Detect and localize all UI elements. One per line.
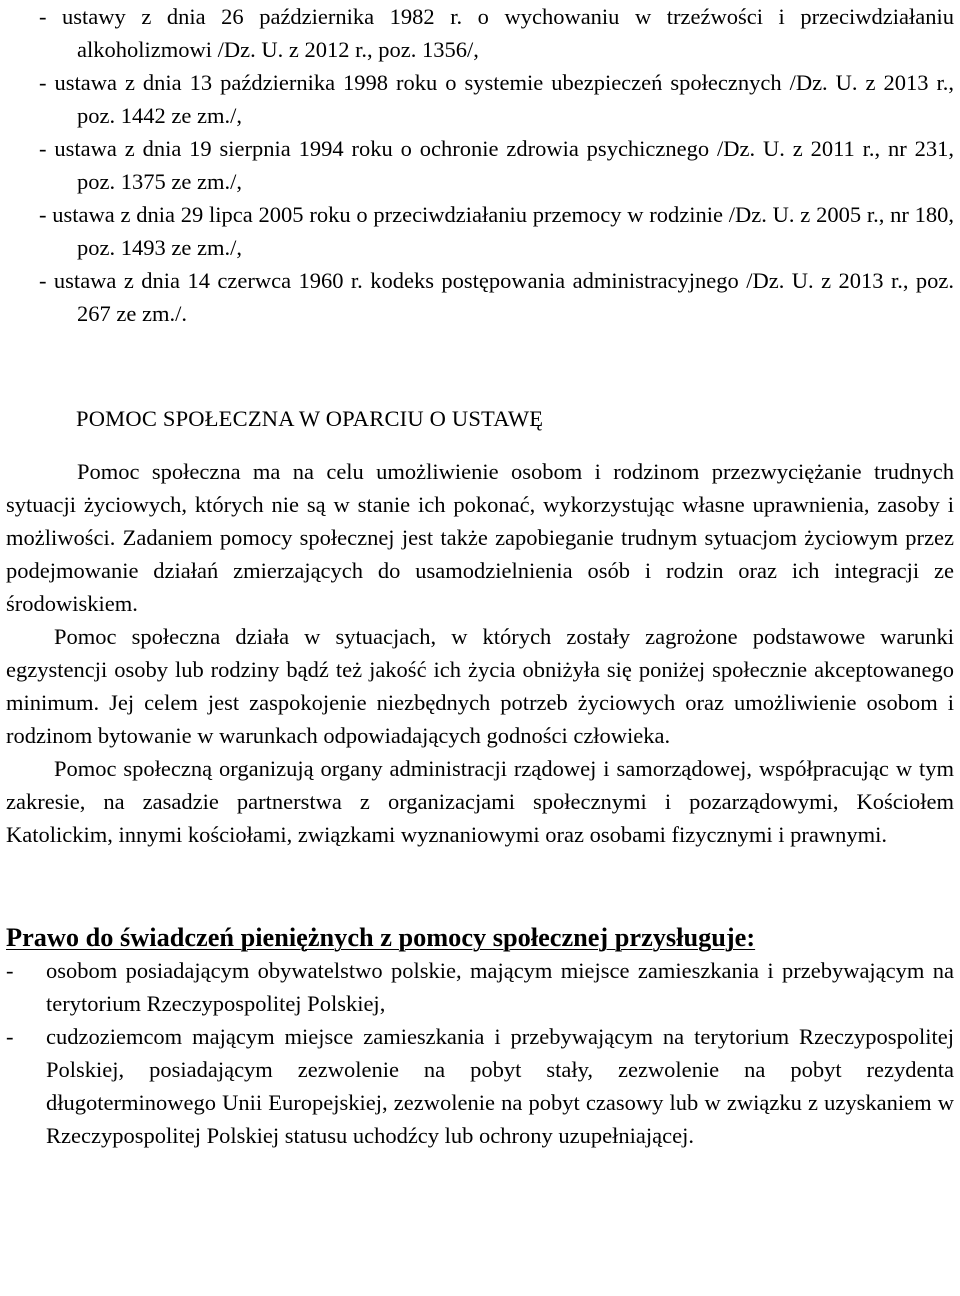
- list-dash: -: [6, 1024, 14, 1049]
- spacer: [6, 330, 954, 402]
- paragraph: Pomoc społeczna ma na celu umożliwienie osobom i rodzinom przezwyciężanie trudnych sytuacji życiowych, których nie są w stanie ich pokonać, wykorzystując własne uprawnienia, zasoby i możliwości. Zadaniem pomocy społecznej jest także zapobieganie trudnym sytuacjom życiowym przez podejmowanie działań zmierzających do usamodzielnienia osób i rodzin oraz ich integracji ze środowiskiem.: [6, 459, 954, 616]
- entitlement-list: [6, 954, 954, 1152]
- law-item: - ustawa z dnia 29 lipca 2005 roku o przeciwdziałaniu przemocy w rodzinie /Dz. U. z 2005 r., nr 180, poz. 1493 ze zm./,: [39, 202, 954, 260]
- paragraph: Pomoc społeczna działa w sytuacjach, w których zostały zagrożone podstawowe warunki egzystencji osoby lub rodziny bądź też jakość ich życia obniżyła się poniżej społecznie akceptowanego minimum. Jej celem jest zaspokojenie niezbędnych potrzeb życiowych oraz umożliwienie osobom i rodzinom bytowanie w warunkach odpowiadających godności człowieka.: [6, 624, 954, 748]
- list-item: [6, 954, 954, 1020]
- spacer: [6, 851, 954, 921]
- paragraph: Pomoc społeczną organizują organy administracji rządowej i samorządowej, współpracując w tym zakresie, na zasadzie partnerstwa z organizacjami społecznymi i pozarządowymi, Kościołem Katolickim, innymi kościołami, związkami wyznaniowymi oraz osobami fizycznymi i prawnymi.: [6, 756, 954, 847]
- law-item: - ustawa z dnia 13 października 1998 roku o systemie ubezpieczeń społecznych /Dz. U. z 2013 r., poz. 1442 ze zm./,: [39, 70, 954, 128]
- list-dash: -: [6, 958, 14, 983]
- list-item-text: cudzoziemcom mającym miejsce zamieszkania i przebywającym na terytorium Rzeczypospolitej Polskiej, posiadającym zezwolenie na pobyt stały, zezwolenie na pobyt rezydenta długoterminowego Unii Europejskiej, zezwolenie na pobyt czasowy lub w związku z uzyskaniem w Rzeczypospolitej Polskiej statusu uchodźcy lub ochrony uzupełniającej.: [46, 1024, 954, 1148]
- law-item: - ustawa z dnia 14 czerwca 1960 r. kodeks postępowania administracyjnego /Dz. U. z 2013 r., poz. 267 ze zm./.: [39, 268, 954, 326]
- spacer: [6, 435, 954, 455]
- list-item: [6, 1020, 954, 1152]
- document-page: [6, 0, 954, 1152]
- legal-basis-list: [6, 0, 954, 330]
- section-title: POMOC SPOŁECZNA W OPARCIU O USTAWĘ: [76, 406, 544, 431]
- law-item: - ustawa z dnia 19 sierpnia 1994 roku o ochronie zdrowia psychicznego /Dz. U. z 2011 r., nr 231, poz. 1375 ze zm./,: [39, 136, 954, 194]
- list-item-text: osobom posiadającym obywatelstwo polskie, mającym miejsce zamieszkania i przebywającym na terytorium Rzeczypospolitej Polskiej,: [46, 958, 954, 1016]
- law-item: - ustawy z dnia 26 października 1982 r. o wychowaniu w trzeźwości i przeciwdziałaniu alkoholizmowi /Dz. U. z 2012 r., poz. 1356/,: [39, 4, 954, 62]
- entitlement-heading: Prawo do świadczeń pieniężnych z pomocy społecznej przysługuje:: [6, 923, 756, 952]
